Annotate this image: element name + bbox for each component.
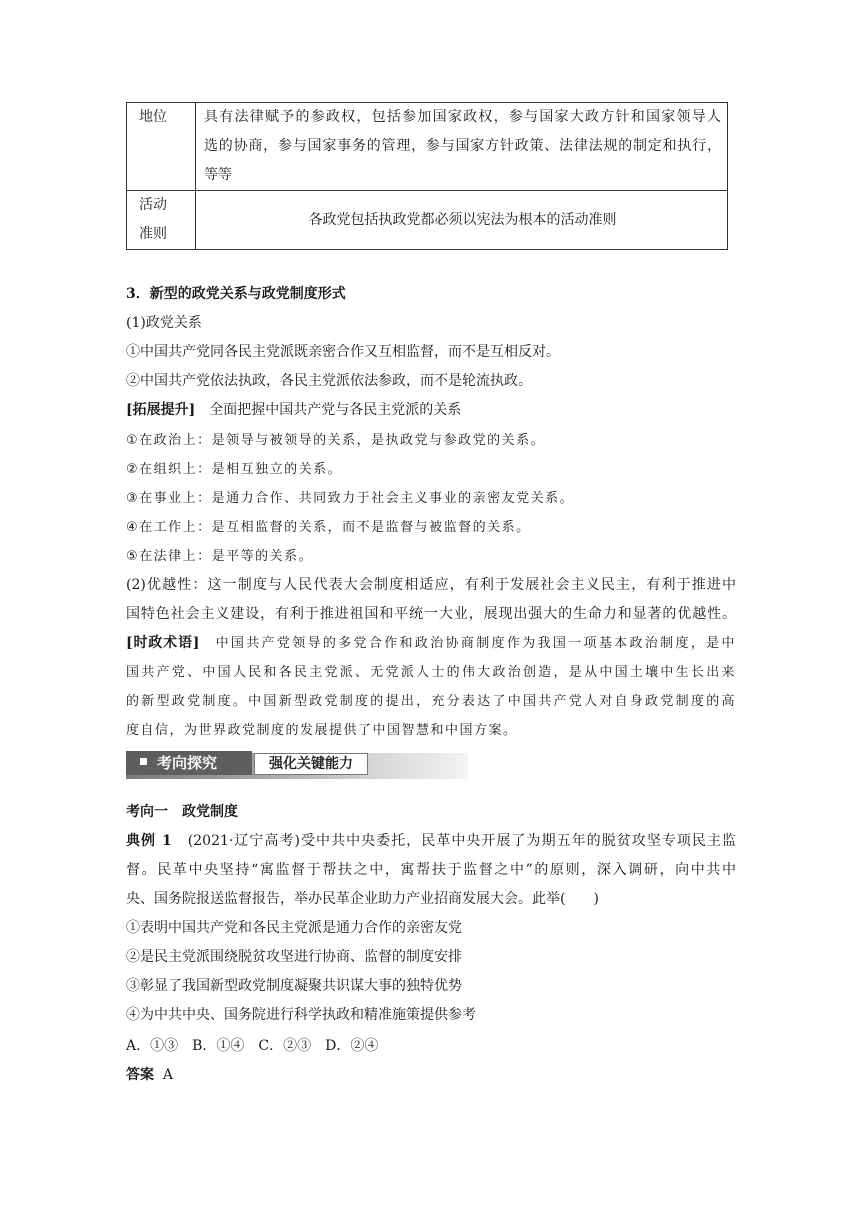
example-text: (2021·辽宁高考)受中共中央委托，民革中央开展了为期五年的脱贫攻坚专项民主监 bbox=[171, 833, 736, 849]
answer-label: 答案 bbox=[126, 1067, 154, 1083]
party-status-table bbox=[126, 102, 728, 250]
expand-title: 全面把握中国共产党与各民主党派的关系 bbox=[195, 402, 462, 418]
list-item: ①在政治上：是领导与被领导的关系，是执政党与参政党的关系。 bbox=[126, 433, 546, 448]
list-item: ④在工作上：是互相监督的关系，而不是监督与被监督的关系。 bbox=[126, 520, 531, 535]
table-key: 准则 bbox=[139, 226, 167, 242]
table-value-line: 等等 bbox=[204, 167, 232, 183]
option-item: ①表明中国共产党和各民主党派是通力合作的亲密友党 bbox=[126, 920, 462, 936]
paragraph-line: (2)优越性：这一制度与人民代表大会制度相适应，有利于发展社会主义民主，有利于推进中 bbox=[126, 577, 736, 593]
section-banner bbox=[126, 751, 468, 781]
option-item: ④为中共中央、国务院进行科学执政和精准施策提供参考 bbox=[126, 1007, 476, 1023]
banner-right: 强化关键能力 bbox=[254, 753, 368, 775]
table-value-cell bbox=[196, 103, 728, 191]
square-icon bbox=[140, 758, 147, 765]
term-line bbox=[126, 632, 736, 652]
table-key-cell bbox=[127, 191, 196, 250]
example-line: 督。民革中央坚持“寓监督于帮扶之中，寓帮扶于监督之中”的原则，深入调研，向中共中 bbox=[126, 862, 736, 878]
list-item: ②在组织上：是相互独立的关系。 bbox=[126, 462, 343, 477]
direction-title: 考向一 政党制度 bbox=[126, 804, 238, 820]
answer-value: A bbox=[162, 1067, 174, 1083]
example-line bbox=[126, 830, 736, 850]
table-key: 活动 bbox=[139, 197, 167, 213]
expand-heading bbox=[126, 399, 736, 419]
term-tag: [时政术语] bbox=[126, 635, 200, 651]
table-row bbox=[127, 103, 728, 191]
table-key-cell bbox=[127, 103, 196, 191]
banner-left bbox=[126, 751, 252, 775]
term-line: 国共产党、中国人民和各民主党派、无党派人士的伟大政治创造，是从中国土壤中生长出来 bbox=[126, 665, 736, 680]
subsection-title: (1)政党关系 bbox=[126, 315, 202, 331]
table-row bbox=[127, 191, 728, 250]
table-value-line: 选的协商，参与国家事务的管理，参与国家方针政策、法律法规的制定和执行， bbox=[204, 138, 721, 154]
term-line: 的新型政党制度。中国新型政党制度的提出，充分表达了中国共产党人对自身政党制度的高 bbox=[126, 694, 736, 709]
option-item: ②是民主党派围绕脱贫攻坚进行协商、监督的制度安排 bbox=[126, 949, 462, 965]
example-label: 典例 1 bbox=[126, 833, 172, 849]
term-text: 中国共产党领导的多党合作和政治协商制度作为我国一项基本政治制度，是中 bbox=[199, 636, 736, 651]
answer-choices: A．①③ B．①④ C．②③ D．②④ bbox=[126, 1038, 379, 1054]
paragraph-line: 国特色社会主义建设，有利于推进祖国和平统一大业，展现出强大的生命力和显著的优越性。 bbox=[126, 606, 736, 622]
list-item: ③在事业上：是通力合作、共同致力于社会主义事业的亲密友党关系。 bbox=[126, 491, 575, 506]
table-value-line: 具有法律赋予的参政权，包括参加国家政权，参与国家大政方针和国家领导人 bbox=[204, 109, 721, 125]
table-key: 地位 bbox=[139, 109, 167, 125]
list-item: ⑤在法律上：是平等的关系。 bbox=[126, 549, 314, 564]
banner-left-label: 考向探究 bbox=[157, 754, 218, 772]
section-title: 3．新型的政党关系与政党制度形式 bbox=[126, 286, 346, 302]
list-item: ①中国共产党同各民主党派既亲密合作又互相监督，而不是互相反对。 bbox=[126, 344, 560, 360]
expand-tag: [拓展提升] bbox=[126, 402, 196, 418]
option-item: ③彰显了我国新型政党制度凝聚共识谋大事的独特优势 bbox=[126, 978, 462, 994]
table-value-cell: 各政党包括执政党都必须以宪法为根本的活动准则 bbox=[196, 191, 728, 250]
answer-line bbox=[126, 1064, 736, 1084]
list-item: ②中国共产党依法执政，各民主党派依法参政，而不是轮流执政。 bbox=[126, 373, 532, 389]
example-line: 央、国务院报送监督报告，举办民革企业助力产业招商发展大会。此举( ) bbox=[126, 891, 599, 907]
term-line: 度自信，为世界政党制度的发展提供了中国智慧和中国方案。 bbox=[126, 723, 518, 738]
